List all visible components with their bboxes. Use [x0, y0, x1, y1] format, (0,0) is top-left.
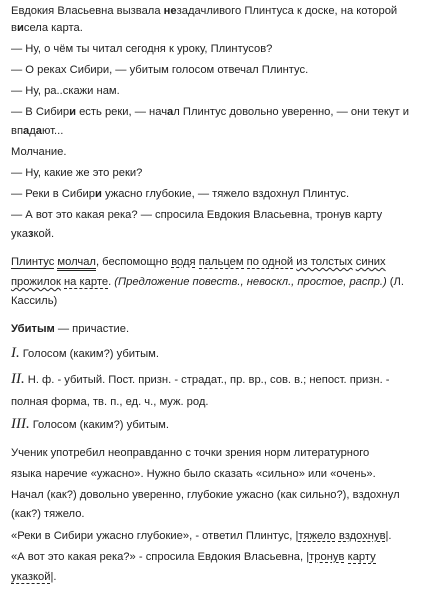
object: на карте: [64, 276, 109, 288]
object: по одной: [246, 256, 294, 268]
commentary-line-2: языка наречие «ужасно». Нужно было сказать «сильно» или «очень».: [11, 468, 376, 480]
parse-step-1: I. Голосом (каким?) убитым.: [11, 345, 159, 361]
attribute: из толстых: [296, 256, 353, 268]
story-line-2: висела карта.: [11, 22, 83, 34]
story-line-9: — Ну, какие же это реки?: [11, 167, 143, 179]
parsed-sentence-line-1: Плинтус молчал, беспомощно водя пальцем по одной из толстых синих: [11, 255, 427, 270]
adverbial-modifier: вздохнув: [338, 530, 386, 542]
commentary-line-1: Ученик употребил неоправданно с точки зрения норм литературного: [11, 447, 370, 459]
object: карту: [347, 551, 376, 563]
parse-step-2: II. Н. ф. - убитый. Пост. призн. - страдат., пр. вр., сов. в.; непост. призн. -: [11, 371, 390, 387]
story-line-11: — А вот это какая река? — спросила Евдокия Власьевна, тронув карту: [11, 209, 383, 221]
story-line-1: Евдокия Власьевна вызвала незадачливого Плинтуса к доске, на которой: [11, 5, 398, 17]
story-line-5: — Ну, ра..скажи нам.: [11, 85, 120, 97]
commentary-line-7: указкой|.: [11, 571, 57, 583]
attribute: прожилок: [11, 276, 61, 288]
word-heading: Убитым — причастие.: [11, 323, 130, 335]
object: пальцем: [198, 256, 244, 268]
commentary-line-5: «Реки в Сибири ужасно глубокие», - ответил Плинтус, |тяжело вздохнув|.: [11, 530, 392, 542]
attribute: синих: [355, 256, 386, 268]
story-line-3: — Ну, о чём ты читал сегодня к уроку, Плинтусов?: [11, 43, 273, 55]
adverbial-modifier: тяжело: [298, 530, 336, 542]
story-line-7: впадают...: [11, 125, 64, 137]
commentary-line-6: «А вот это какая река?» - спросила Евдокия Власьевна, |тронув карту: [11, 551, 376, 563]
adverbial-modifier: водя: [171, 256, 196, 268]
story-line-12: указкой.: [11, 228, 55, 240]
subject: Плинтус: [11, 256, 55, 268]
parsed-sentence-line-3: Кассиль): [11, 295, 58, 307]
story-line-6: — В Сибири есть реки, — начал Плинтус довольно уверенно, — они текут и: [11, 106, 409, 118]
parsed-sentence-line-2: прожилок на карте. (Предложение повеств., невоскл., простое, распр.) (Л.: [11, 276, 404, 288]
sentence-characteristics: (Предложение повеств., невоскл., простое, распр.): [114, 276, 387, 288]
parse-step-3: III. Голосом (каким?) убитым.: [11, 416, 169, 432]
commentary-line-4: (как?) тяжело.: [11, 508, 85, 520]
story-line-4: — О реках Сибири, — убитым голосом отвечал Плинтус.: [11, 64, 309, 76]
commentary-line-3: Начал (как?) довольно уверенно, глубокие ужасно (как сильно?), вздохнул: [11, 489, 400, 501]
object: указкой: [11, 571, 51, 583]
parse-step-2-cont: полная форма, тв. п., ед. ч., муж. род.: [11, 396, 209, 408]
adverbial-modifier: тронув: [309, 551, 345, 563]
story-line-10: — Реки в Сибири ужасно глубокие, — тяжело вздохнул Плинтус.: [11, 188, 350, 200]
story-line-8: Молчание.: [11, 146, 67, 158]
predicate: молчал: [57, 256, 96, 271]
